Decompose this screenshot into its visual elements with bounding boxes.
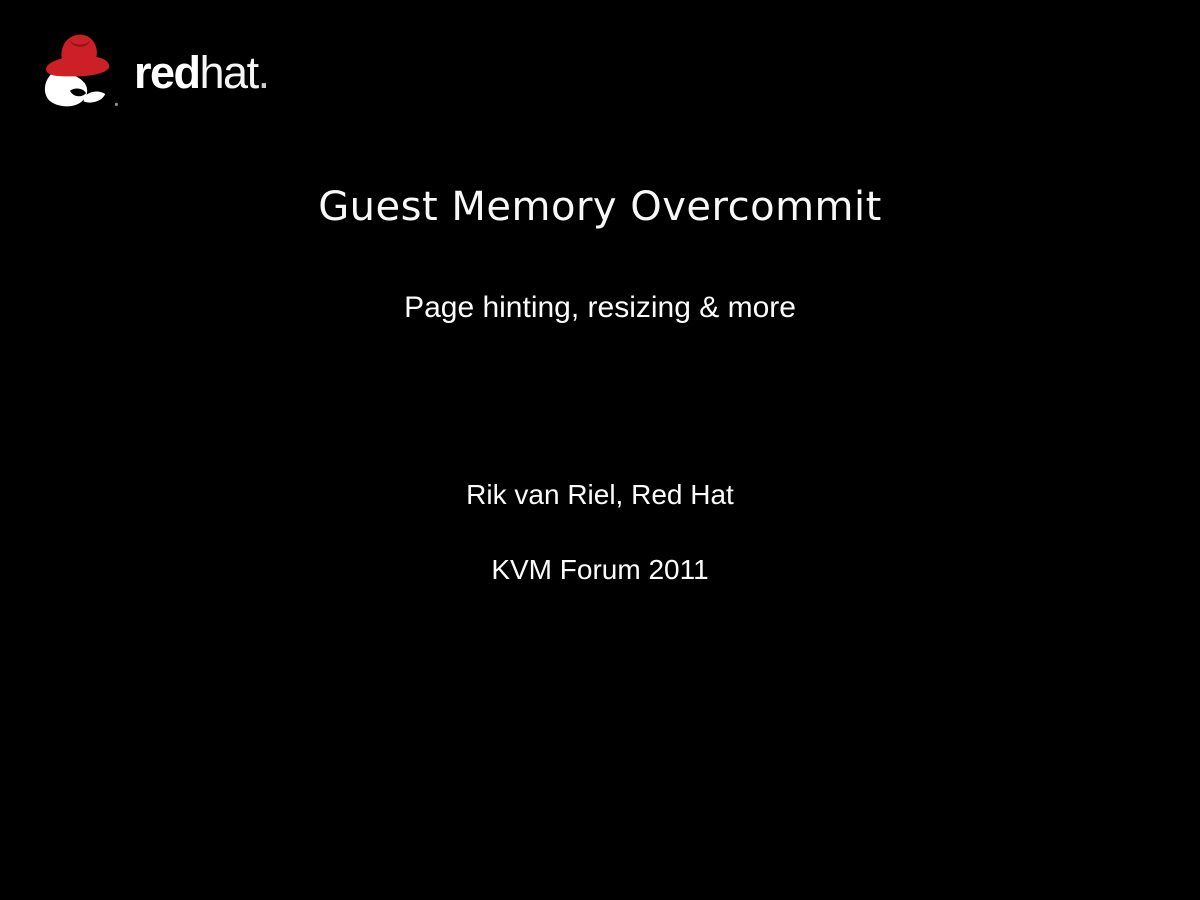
wordmark-red: red xyxy=(134,46,200,98)
wordmark-dot: . xyxy=(257,46,269,98)
slide-title: Guest Memory Overcommit xyxy=(318,184,882,230)
redhat-logo xyxy=(36,30,269,110)
redhat-wordmark xyxy=(134,46,269,98)
wordmark-hat: hat xyxy=(199,46,258,98)
slide-subtitle: Page hinting, resizing & more xyxy=(404,291,796,324)
slide-author: Rik van Riel, Red Hat xyxy=(466,479,734,510)
redhat-shadowman-icon xyxy=(36,30,120,110)
slide-event: KVM Forum 2011 xyxy=(491,554,709,585)
